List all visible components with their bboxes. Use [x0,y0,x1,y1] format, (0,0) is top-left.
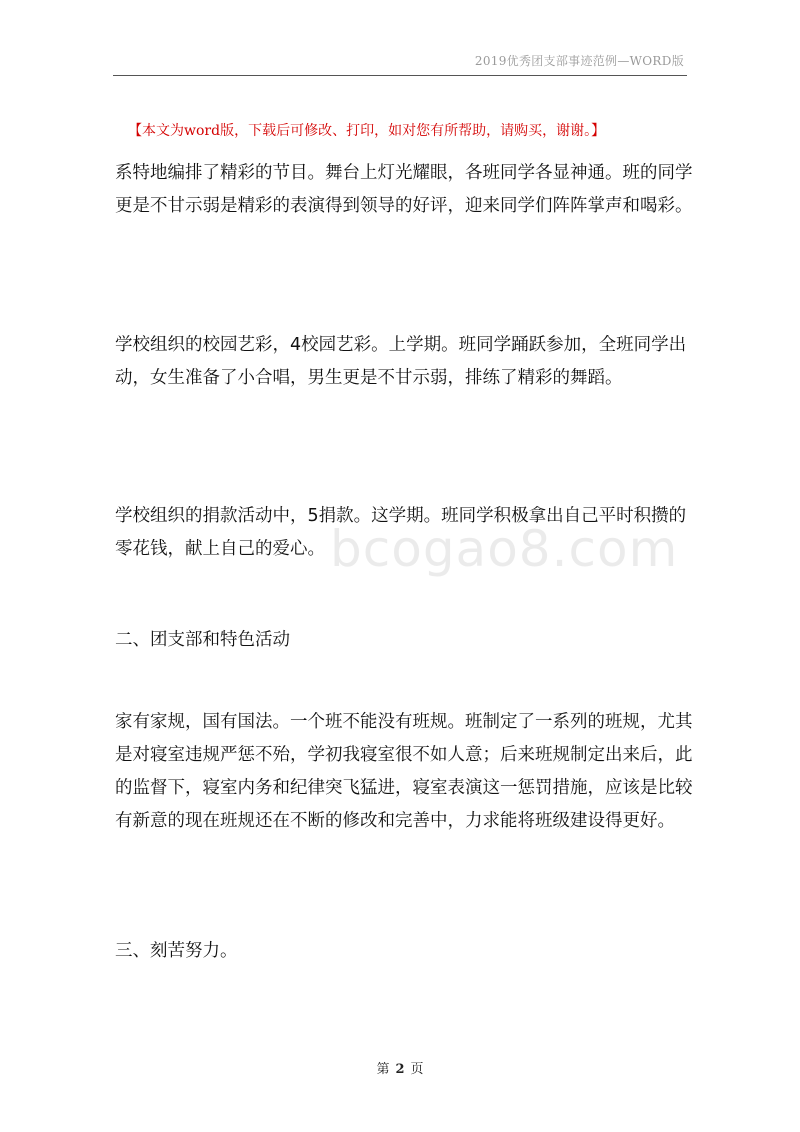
section-heading-league-branch: 二、团支部和特色活动 [115,630,290,650]
page-number: 2 [395,1062,405,1077]
header-divider [113,75,687,76]
page-footer [0,1058,800,1077]
watermark: bcogao8.com [330,520,679,578]
paragraph-performance: 系特地编排了精彩的节目。舞台上灯光耀眼，各班同学各显神通。班的同学更是不甘示弱是精彩的表演得到领导的好评，迎来同学们阵阵掌声和喝彩。 [115,163,693,216]
paragraph-campus-arts: 学校组织的校园艺彩，4校园艺彩。上学期。班同学踊跃参加，全班同学出动，女生准备了小合唱，男生更是不甘示弱，排练了精彩的舞蹈。 [115,335,687,388]
section-heading-hard-work: 三、刻苦努力。 [115,941,238,961]
footer-suffix: 页 [410,1062,424,1077]
header-title: 2019优秀团支部事迹范例—WORD版 [474,54,684,68]
purchase-notice: 【本文为word版，下载后可修改、打印，如对您有所帮助，请购买，谢谢。】 [128,123,606,139]
paragraph-class-rules: 家有家规，国有国法。一个班不能没有班规。班制定了一系列的班规，尤其是对寝室违规严惩不殆，学初我寝室很不如人意；后来班规制定出来后，此的监督下，寝室内务和纪律突飞猛进，寝室表演这一惩罚措施，应该是比较有新意的现在班规还在不断的修改和完善中，力求能将班级建设得更好。 [115,712,693,831]
paragraph-donation: 学校组织的捐款活动中，5捐款。这学期。班同学积极拿出自己平时积攒的零花钱，献上自己的爱心。 [115,506,687,559]
footer-prefix: 第 [376,1062,390,1077]
